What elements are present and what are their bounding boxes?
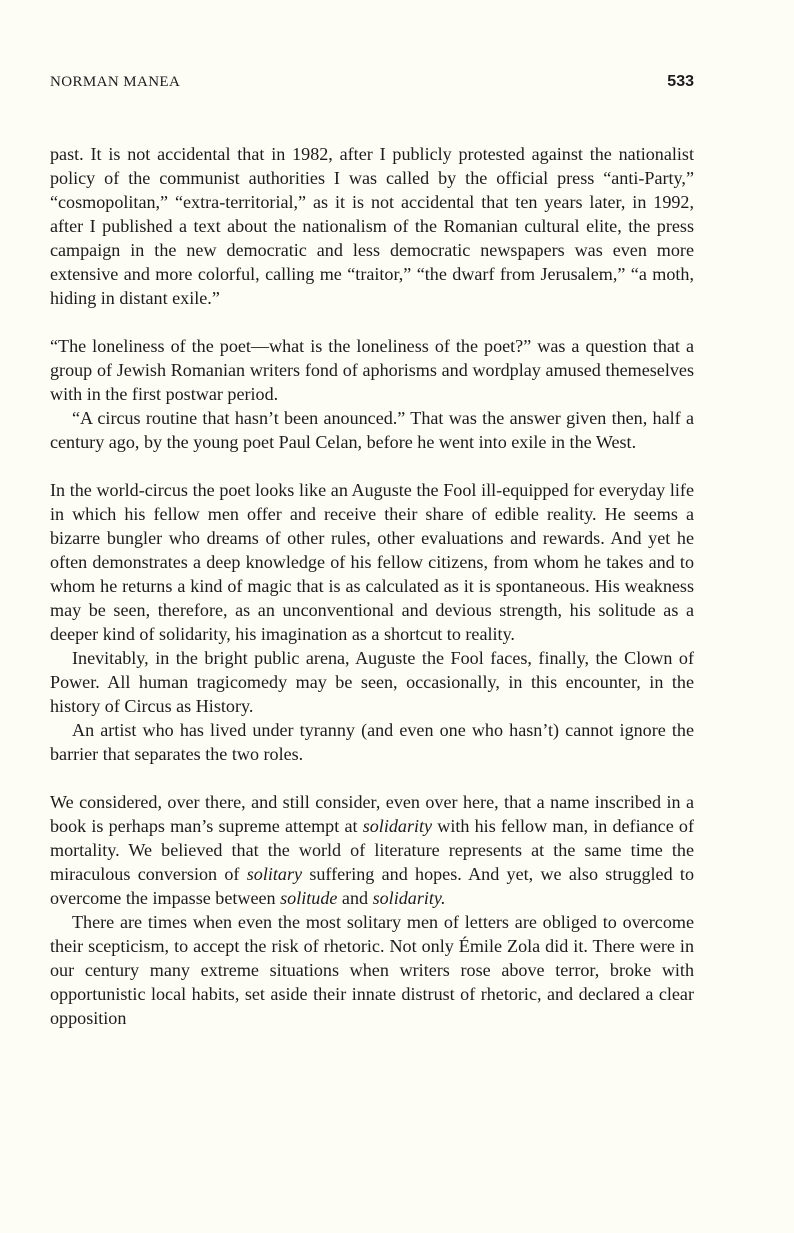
paragraph-7 [50, 790, 694, 910]
italic-text: solitude [280, 888, 338, 908]
running-head-author: NORMAN MANEA [50, 74, 181, 90]
text-run: An artist who has lived under tyranny (and even one who hasn’t) cannot ignore the barrier that separates the two roles. [50, 720, 694, 764]
italic-text: solidarity. [372, 888, 446, 908]
paragraph-2 [50, 334, 694, 406]
paragraph-5 [50, 646, 694, 718]
body-text [50, 142, 694, 1030]
text-run: suffering and hopes. And yet, we also struggled to overcome the impasse between [50, 864, 694, 908]
paragraph-1 [50, 142, 694, 310]
text-run: Inevitably, in the bright public arena, Auguste the Fool faces, finally, the Clown of Power. All human tragicomedy may be seen, occasionally, in this encounter, in the history of Circus as History. [50, 648, 694, 716]
text-run: There are times when even the most solitary men of letters are obliged to overcome their scepticism, to accept the risk of rhetoric. Not only Émile Zola did it. There were in our century many extreme situations when writers rose above terror, broke with opportunistic local habits, set aside their innate distrust of rhetoric, and declared a clear opposition [50, 912, 694, 1028]
text-run: and [337, 888, 373, 908]
page-number: 533 [667, 73, 694, 90]
text-run: past. It is not accidental that in 1982, after I publicly protested against the nationalist policy of the communist authorities I was called by the official press “anti-Party,” “cosmopolitan,” “extra-territorial,” as it is not accidental that ten years later, in 1992, after I published a text about the nationalism of the Romanian cultural elite, the press campaign in the new democratic and less democratic newspapers was even more extensive and more colorful, calling me “traitor,” “the dwarf from Jerusalem,” “a moth, hiding in distant exile.” [50, 144, 694, 308]
running-head [50, 74, 694, 94]
text-run: We considered, over there, and still consider, even over here, that a name inscribed in a book is perhaps man’s supreme attempt at [50, 792, 694, 836]
paragraph-6 [50, 718, 694, 766]
text-run: “A circus routine that hasn’t been anounced.” That was the answer given then, half a century ago, by the young poet Paul Celan, before he went into exile in the West. [50, 408, 694, 452]
italic-text: solitary [246, 864, 303, 884]
paragraph-8 [50, 910, 694, 1030]
text-run: “The loneliness of the poet—what is the loneliness of the poet?” was a question that a group of Jewish Romanian writers fond of aphorisms and wordplay amused themeselves with in the first postwar period. [50, 336, 694, 404]
text-run: with his fellow man, in defiance of mortality. We believed that the world of literature represents at the same time the miraculous conversion of [50, 816, 695, 884]
text-run: In the world-circus the poet looks like an Auguste the Fool ill-equipped for everyday life in which his fellow men offer and receive their share of edible reality. He seems a bizarre bungler who dreams of other rules, other evaluations and rewards. And yet he often demonstrates a deep knowledge of his fellow citizens, from whom he takes and to whom he returns a kind of magic that is as calculated as it is spontaneous. His weakness may be seen, therefore, as an unconventional and devious strength, his solitude as a deeper kind of solidarity, his imagination as a shortcut to reality. [50, 480, 694, 644]
italic-text: solidarity [362, 816, 433, 836]
paragraph-3 [50, 406, 694, 454]
paragraph-4 [50, 478, 694, 646]
